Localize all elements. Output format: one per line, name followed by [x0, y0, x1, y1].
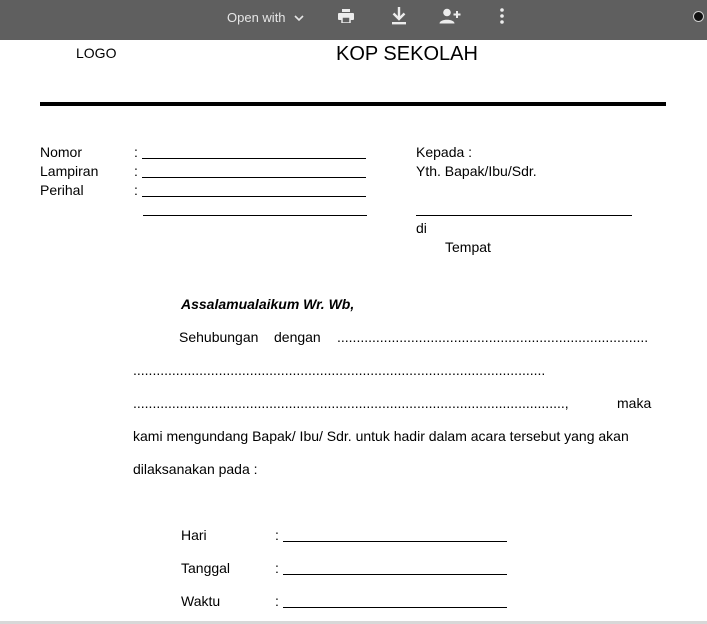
body-line5: dilaksanakan pada : — [133, 461, 258, 477]
body-line3-word: maka — [617, 395, 652, 411]
perihal-colon: : — [134, 182, 138, 198]
document-page — [0, 40, 707, 622]
nomor-label: Nomor — [40, 144, 83, 160]
more-vert-icon — [500, 8, 504, 29]
print-icon — [338, 9, 354, 28]
recipient-name-line — [416, 215, 632, 216]
body-line4: kami mengundang Bapak/ Ibu/ Sdr. untuk hadir dalam acara tersebut yang akan — [133, 428, 629, 444]
more-options-button[interactable] — [489, 6, 515, 30]
waktu-label: Waktu — [181, 593, 221, 609]
tanggal-colon: : — [275, 560, 279, 576]
recipient-salutation: Yth. Bapak/Ibu/Sdr. — [416, 163, 537, 179]
letterhead-divider — [40, 102, 666, 106]
body-line3-dots: ..............................................................................................................., — [133, 395, 569, 411]
add-person-icon — [439, 8, 461, 29]
hari-line — [283, 541, 507, 542]
hari-label: Hari — [181, 527, 207, 543]
kepada-label: Kepada : — [416, 144, 473, 160]
body-line1-word2: dengan — [274, 329, 321, 345]
tanggal-label: Tanggal — [181, 560, 231, 576]
greeting: Assalamualaikum Wr. Wb, — [181, 296, 355, 312]
tanggal-line — [283, 574, 507, 575]
download-button[interactable] — [386, 6, 412, 30]
open-with-label: Open with — [227, 10, 286, 25]
perihal-line — [142, 196, 366, 197]
body-line1-word1: Sehubungan — [179, 329, 259, 345]
nomor-colon: : — [134, 144, 138, 160]
viewer-toolbar — [0, 0, 707, 40]
body-line1-dots: ................................................................................ — [337, 329, 649, 345]
nomor-line — [142, 158, 366, 159]
waktu-colon: : — [275, 593, 279, 609]
lampiran-label: Lampiran — [40, 163, 99, 179]
perihal-line-2 — [143, 215, 367, 216]
add-people-button[interactable] — [437, 6, 463, 30]
letterhead-title: KOP SEKOLAH — [336, 43, 478, 65]
lampiran-line — [142, 177, 366, 178]
perihal-label: Perihal — [40, 182, 84, 198]
lampiran-colon: : — [134, 163, 138, 179]
record-indicator-icon — [693, 11, 704, 22]
open-with-button[interactable] — [227, 9, 304, 27]
tempat-label: Tempat — [445, 239, 491, 255]
hari-colon: : — [275, 527, 279, 543]
download-icon — [391, 7, 407, 30]
waktu-line — [283, 607, 507, 608]
body-line2-dots: .......................................................................................................... — [133, 362, 546, 378]
logo-placeholder: LOGO — [76, 45, 117, 61]
print-button[interactable] — [333, 6, 359, 30]
chevron-down-icon — [294, 9, 304, 27]
di-label: di — [416, 220, 427, 236]
